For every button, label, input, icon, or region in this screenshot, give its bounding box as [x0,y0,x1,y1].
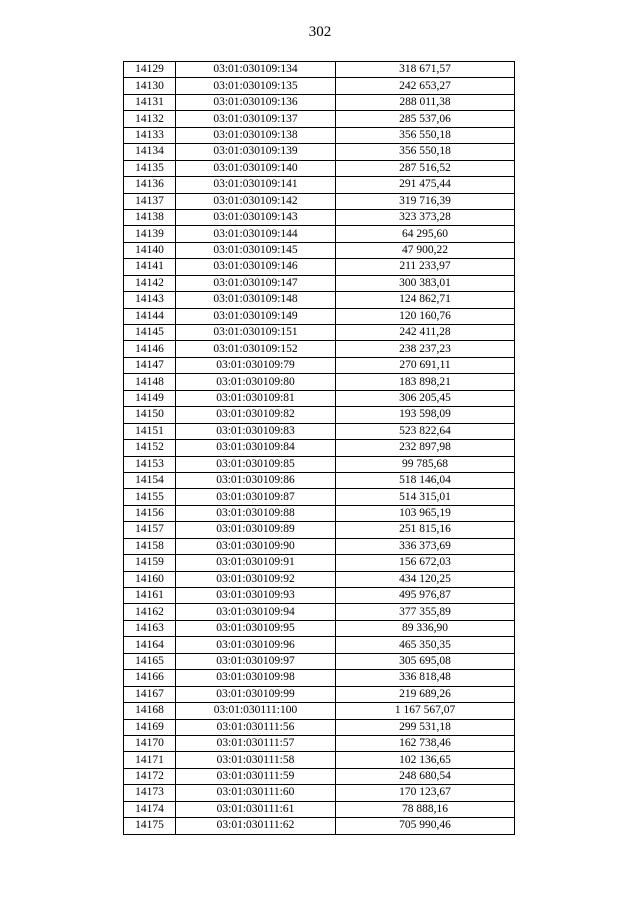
value-cell: 78 888,16 [336,801,515,817]
table-row [124,374,515,390]
table-row [124,604,515,620]
cadastral-number-cell: 03:01:030109:135 [176,78,336,94]
table-row [124,259,515,275]
cadastral-number-cell: 03:01:030109:97 [176,653,336,669]
value-cell: 319 716,39 [336,193,515,209]
value-cell: 242 653,27 [336,78,515,94]
row-number-cell: 14147 [124,357,176,373]
row-number-cell: 14173 [124,785,176,801]
row-number-cell: 14166 [124,670,176,686]
cadastral-number-cell: 03:01:030111:56 [176,719,336,735]
row-number-cell: 14145 [124,325,176,341]
value-cell: 323 373,28 [336,209,515,225]
table-row [124,571,515,587]
row-number-cell: 14169 [124,719,176,735]
row-number-cell: 14143 [124,292,176,308]
value-cell: 170 123,67 [336,785,515,801]
cadastral-number-cell: 03:01:030111:58 [176,752,336,768]
value-cell: 705 990,46 [336,818,515,834]
value-cell: 518 146,04 [336,472,515,488]
cadastral-number-cell: 03:01:030109:151 [176,325,336,341]
table-row [124,144,515,160]
cadastral-number-cell: 03:01:030109:93 [176,588,336,604]
cadastral-number-cell: 03:01:030111:60 [176,785,336,801]
table-row [124,226,515,242]
value-cell: 162 738,46 [336,735,515,751]
row-number-cell: 14167 [124,686,176,702]
table-row [124,472,515,488]
value-cell: 99 785,68 [336,456,515,472]
row-number-cell: 14133 [124,127,176,143]
cadastral-number-cell: 03:01:030109:140 [176,160,336,176]
cadastral-number-cell: 03:01:030109:139 [176,144,336,160]
value-cell: 291 475,44 [336,177,515,193]
table-row [124,637,515,653]
table-row [124,686,515,702]
value-cell: 306 205,45 [336,390,515,406]
table-row [124,160,515,176]
table-row [124,242,515,258]
row-number-cell: 14132 [124,111,176,127]
value-cell: 523 822,64 [336,423,515,439]
row-number-cell: 14138 [124,209,176,225]
table-row [124,193,515,209]
table-row [124,735,515,751]
value-cell: 1 167 567,07 [336,703,515,719]
table-row [124,505,515,521]
table-row [124,703,515,719]
cadastral-number-cell: 03:01:030109:136 [176,94,336,110]
value-cell: 514 315,01 [336,489,515,505]
cadastral-number-cell: 03:01:030109:87 [176,489,336,505]
value-cell: 183 898,21 [336,374,515,390]
value-cell: 288 011,38 [336,94,515,110]
row-number-cell: 14134 [124,144,176,160]
cadastral-number-cell: 03:01:030109:144 [176,226,336,242]
cadastral-number-cell: 03:01:030109:82 [176,407,336,423]
table-row [124,177,515,193]
table-row [124,440,515,456]
cadastral-number-cell: 03:01:030109:148 [176,292,336,308]
table-row [124,653,515,669]
row-number-cell: 14172 [124,768,176,784]
table-row [124,94,515,110]
row-number-cell: 14155 [124,489,176,505]
value-cell: 465 350,35 [336,637,515,653]
row-number-cell: 14131 [124,94,176,110]
table-row [124,423,515,439]
value-cell: 287 516,52 [336,160,515,176]
value-cell: 120 160,76 [336,308,515,324]
value-cell: 242 411,28 [336,325,515,341]
row-number-cell: 14165 [124,653,176,669]
row-number-cell: 14150 [124,407,176,423]
row-number-cell: 14160 [124,571,176,587]
table-row [124,588,515,604]
cadastral-number-cell: 03:01:030111:100 [176,703,336,719]
value-cell: 103 965,19 [336,505,515,521]
row-number-cell: 14162 [124,604,176,620]
value-cell: 300 383,01 [336,275,515,291]
row-number-cell: 14159 [124,555,176,571]
cadastral-number-cell: 03:01:030109:95 [176,620,336,636]
table-row [124,538,515,554]
cadastral-number-cell: 03:01:030109:80 [176,374,336,390]
row-number-cell: 14137 [124,193,176,209]
cadastral-value-table [123,61,515,835]
value-cell: 193 598,09 [336,407,515,423]
value-cell: 434 120,25 [336,571,515,587]
table-body [124,62,515,835]
table-row [124,292,515,308]
table-row [124,325,515,341]
cadastral-number-cell: 03:01:030109:91 [176,555,336,571]
value-cell: 299 531,18 [336,719,515,735]
row-number-cell: 14158 [124,538,176,554]
value-cell: 47 900,22 [336,242,515,258]
cadastral-number-cell: 03:01:030109:149 [176,308,336,324]
value-cell: 285 537,06 [336,111,515,127]
cadastral-number-cell: 03:01:030109:89 [176,522,336,538]
cadastral-number-cell: 03:01:030109:98 [176,670,336,686]
row-number-cell: 14157 [124,522,176,538]
table-row [124,127,515,143]
table-row [124,801,515,817]
cadastral-number-cell: 03:01:030109:138 [176,127,336,143]
value-cell: 89 336,90 [336,620,515,636]
cadastral-number-cell: 03:01:030109:141 [176,177,336,193]
row-number-cell: 14144 [124,308,176,324]
cadastral-number-cell: 03:01:030109:99 [176,686,336,702]
cadastral-number-cell: 03:01:030109:86 [176,472,336,488]
cadastral-number-cell: 03:01:030109:147 [176,275,336,291]
cadastral-number-cell: 03:01:030111:61 [176,801,336,817]
row-number-cell: 14146 [124,341,176,357]
cadastral-number-cell: 03:01:030109:84 [176,440,336,456]
table-row [124,555,515,571]
value-cell: 251 815,16 [336,522,515,538]
cadastral-number-cell: 03:01:030109:143 [176,209,336,225]
row-number-cell: 14148 [124,374,176,390]
cadastral-number-cell: 03:01:030109:79 [176,357,336,373]
table-row [124,768,515,784]
cadastral-number-cell: 03:01:030111:57 [176,735,336,751]
row-number-cell: 14130 [124,78,176,94]
value-cell: 495 976,87 [336,588,515,604]
value-cell: 211 233,97 [336,259,515,275]
value-cell: 219 689,26 [336,686,515,702]
table-row [124,719,515,735]
cadastral-number-cell: 03:01:030109:146 [176,259,336,275]
row-number-cell: 14168 [124,703,176,719]
table-row [124,62,515,78]
row-number-cell: 14175 [124,818,176,834]
table-row [124,357,515,373]
row-number-cell: 14129 [124,62,176,78]
row-number-cell: 14153 [124,456,176,472]
table-row [124,275,515,291]
row-number-cell: 14170 [124,735,176,751]
table-row [124,489,515,505]
table-row [124,456,515,472]
value-cell: 64 295,60 [336,226,515,242]
value-cell: 156 672,03 [336,555,515,571]
row-number-cell: 14149 [124,390,176,406]
row-number-cell: 14139 [124,226,176,242]
value-cell: 336 373,69 [336,538,515,554]
value-cell: 238 237,23 [336,341,515,357]
row-number-cell: 14163 [124,620,176,636]
cadastral-number-cell: 03:01:030111:59 [176,768,336,784]
row-number-cell: 14135 [124,160,176,176]
table-row [124,341,515,357]
value-cell: 248 680,54 [336,768,515,784]
table-row [124,620,515,636]
cadastral-number-cell: 03:01:030109:85 [176,456,336,472]
table-row [124,407,515,423]
cadastral-number-cell: 03:01:030109:145 [176,242,336,258]
value-cell: 305 695,08 [336,653,515,669]
cadastral-number-cell: 03:01:030109:134 [176,62,336,78]
row-number-cell: 14140 [124,242,176,258]
value-cell: 377 355,89 [336,604,515,620]
row-number-cell: 14151 [124,423,176,439]
value-cell: 232 897,98 [336,440,515,456]
row-number-cell: 14161 [124,588,176,604]
table-row [124,785,515,801]
row-number-cell: 14141 [124,259,176,275]
row-number-cell: 14174 [124,801,176,817]
row-number-cell: 14156 [124,505,176,521]
cadastral-number-cell: 03:01:030109:92 [176,571,336,587]
cadastral-number-cell: 03:01:030109:142 [176,193,336,209]
table-row [124,752,515,768]
cadastral-number-cell: 03:01:030109:137 [176,111,336,127]
value-cell: 336 818,48 [336,670,515,686]
row-number-cell: 14164 [124,637,176,653]
table-row [124,111,515,127]
table-row [124,308,515,324]
cadastral-number-cell: 03:01:030109:152 [176,341,336,357]
cadastral-number-cell: 03:01:030109:90 [176,538,336,554]
cadastral-number-cell: 03:01:030109:83 [176,423,336,439]
row-number-cell: 14136 [124,177,176,193]
row-number-cell: 14152 [124,440,176,456]
table-row [124,78,515,94]
value-cell: 124 862,71 [336,292,515,308]
cadastral-number-cell: 03:01:030109:88 [176,505,336,521]
value-cell: 318 671,57 [336,62,515,78]
table-row [124,818,515,834]
cadastral-number-cell: 03:01:030111:62 [176,818,336,834]
value-cell: 270 691,11 [336,357,515,373]
value-cell: 102 136,65 [336,752,515,768]
value-cell: 356 550,18 [336,127,515,143]
page-number: 302 [308,24,332,40]
cadastral-number-cell: 03:01:030109:94 [176,604,336,620]
table-row [124,390,515,406]
table-row [124,209,515,225]
cadastral-number-cell: 03:01:030109:81 [176,390,336,406]
row-number-cell: 14154 [124,472,176,488]
cadastral-number-cell: 03:01:030109:96 [176,637,336,653]
row-number-cell: 14142 [124,275,176,291]
table-row [124,670,515,686]
row-number-cell: 14171 [124,752,176,768]
value-cell: 356 550,18 [336,144,515,160]
table-row [124,522,515,538]
